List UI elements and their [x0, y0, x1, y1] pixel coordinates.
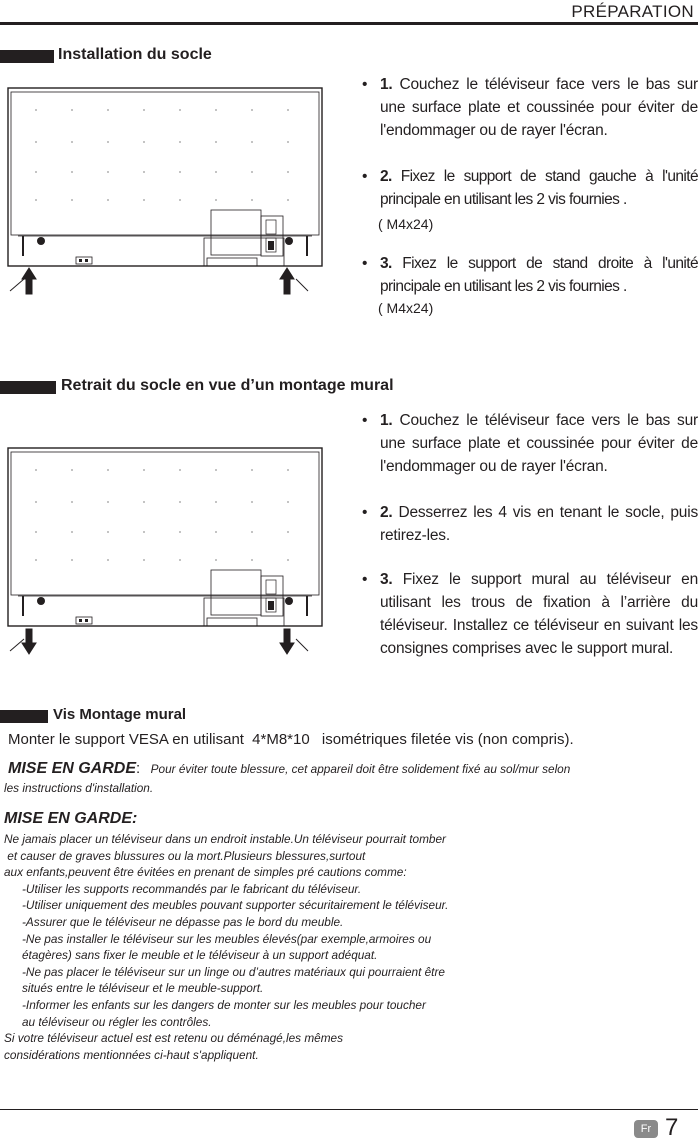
caution1-text: Pour éviter toute blessure, cet appareil doit être solidement fixé au sol/mur selon: [150, 762, 571, 776]
section1-step-3: • 3. Fixez le support de stand droite à l'unité principale en utilisant les 2 vis fournies .: [362, 255, 698, 295]
section2-bar: [0, 381, 56, 394]
section2-title: Retrait du socle en vue d’un montage mural: [61, 377, 394, 394]
footer-rule: [0, 1109, 698, 1110]
caution-line: étagères) sans fixer le meuble et le téléviseur à un support adéquat.: [22, 948, 378, 963]
page-header-title: PRÉPARATION: [571, 2, 694, 21]
caution-line: aux enfants,peuvent être évitées en prenant de simples pré cautions comme:: [4, 865, 407, 880]
caution2-title: MISE EN GARDE:: [4, 810, 138, 827]
section3-title: Vis Montage mural: [53, 706, 187, 723]
section1-step-3-spec: ( M4x24): [378, 300, 434, 316]
caution-line: considérations mentionnées ci-haut s'appliquent.: [4, 1047, 259, 1062]
caution-line: -Ne pas placer le téléviseur sur un linge ou d’autres matériaux qui pourraient être: [22, 964, 445, 979]
caution-line: -Utiliser les supports recommandés par le fabricant du téléviseur.: [22, 881, 362, 896]
section3-bar: [0, 710, 48, 723]
caution-line: -Ne pas installer le téléviseur sur les meubles élevés(par exemple,armoires ou: [22, 931, 432, 946]
section2-step-3: • 3. Fixez le support mural au téléviseur en utilisant les trous de fixation à l’arrière du téléviseur. Installez ce téléviseur en suivant les consignes comprises avec le support mural.: [362, 571, 698, 657]
caution1-text-line2: les instructions d'installation.: [4, 781, 154, 795]
vesa-instruction: Monter le support VESA en utilisant 4*M8*10 isométriques filetée vis (non compris).: [8, 731, 574, 748]
screw-spec: 4*M8*10: [252, 731, 310, 748]
caution-line: situés entre le téléviseur et le meuble-support.: [22, 981, 264, 996]
caution-line: au téléviseur ou régler les contrôles.: [22, 1014, 212, 1029]
section1-step-1: • 1. Couchez le téléviseur face vers le bas sur une surface plate et coussinée pour éviter de l'endommager ou de rayer l'écran.: [362, 76, 698, 139]
section2-step-2: • 2. Desserrez les 4 vis en tenant le socle, puis retirez-les.: [362, 504, 698, 544]
caution2-body: [4, 831, 564, 1063]
caution-line: et causer de graves blussures ou la mort.Plusieurs blessures,surtout: [4, 848, 366, 863]
caution-line: Si votre téléviseur actuel est est retenu ou déménagé,les mêmes: [4, 1031, 344, 1046]
tv-back-illustration-1: [6, 86, 324, 296]
caution1: MISE EN GARDE: Pour éviter toute blessure, cet appareil doit être solidement fixé au sol/mur selon: [8, 760, 571, 777]
section1-bar: [0, 50, 54, 63]
caution1-label: MISE EN GARDE: [8, 760, 137, 777]
caution-line: -Assurer que le téléviseur ne dépasse pas le bord du meuble.: [22, 914, 344, 929]
caution-line: -Utiliser uniquement des meubles pouvant supporter sécuritairement le téléviseur.: [22, 898, 449, 913]
section2-step-1: • 1. Couchez le téléviseur face vers le bas sur une surface plate et coussinée pour éviter de l'endommager ou de rayer l'écran.: [362, 412, 698, 475]
tv-back-illustration-2: [6, 446, 324, 656]
caution-line: Ne jamais placer un téléviseur dans un endroit instable.Un téléviseur pourrait tomber: [4, 832, 446, 846]
page-number: 7: [665, 1114, 679, 1141]
section1-step-2-spec: ( M4x24): [378, 216, 434, 232]
caution-line: -Informer les enfants sur les dangers de monter sur les meubles pour toucher: [22, 997, 426, 1012]
section1-step-2: • 2. Fixez le support de stand gauche à l'unité principale en utilisant les 2 vis fournies .: [362, 168, 698, 208]
header-rule: [0, 22, 698, 25]
section1-title: Installation du socle: [58, 46, 212, 63]
language-badge: Fr: [634, 1120, 658, 1138]
